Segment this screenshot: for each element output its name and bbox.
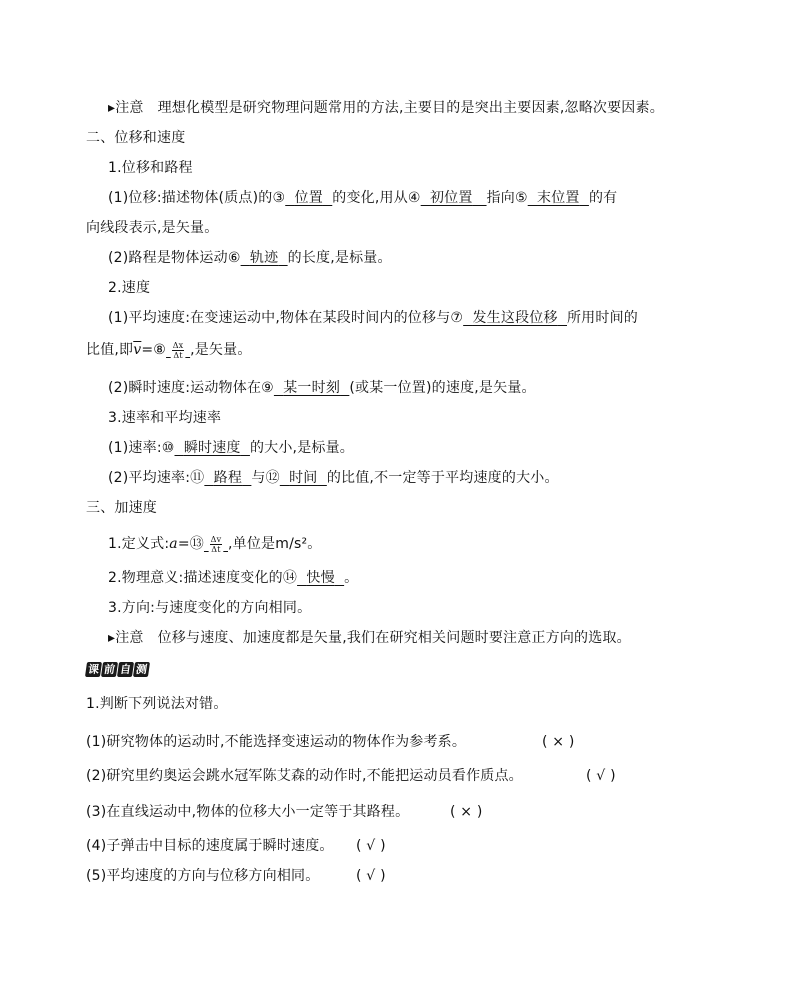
quiz-answer: ( √ )	[356, 868, 386, 884]
answer-blank: 末位置	[537, 190, 580, 206]
note-marker: ▸注意	[108, 100, 144, 116]
section-heading: 二、位移和速度	[86, 130, 186, 146]
accel-direction: 3.方向:与速度变化的方向相同。	[108, 600, 312, 616]
answer-blank: 瞬时速度	[183, 440, 241, 456]
quiz-answer: ( √ )	[586, 768, 616, 784]
answer-blank	[166, 342, 190, 358]
subsection-heading: 2.速度	[108, 280, 151, 296]
quiz-item: (4)子弹击中目标的速度属于瞬时速度。	[86, 838, 334, 854]
answer-blank: 路程	[213, 470, 243, 486]
answer-blank: 发生这段位移	[472, 310, 558, 326]
path-line: (2)路程是物体运动⑥ 轨迹 的长度,是标量。	[108, 250, 392, 266]
avg-speed-line: (2)平均速率:⑪ 路程 与⑫ 时间 的比值,不一定等于平均速度的大小。	[108, 470, 559, 486]
section-badge: 课 前 自 测	[86, 662, 149, 677]
quiz-item: (1)研究物体的运动时,不能选择变速运动的物体作为参考系。	[86, 734, 467, 750]
quiz-item: (3)在直线运动中,物体的位移大小一定等于其路程。	[86, 804, 410, 820]
note-text: 位移与速度、加速度都是矢量,我们在研究相关问题时要注意正方向的选取。	[157, 630, 631, 646]
note-line	[108, 98, 664, 118]
quiz-item: (2)研究里约奥运会跳水冠军陈艾森的动作时,不能把运动员看作质点。	[86, 768, 523, 784]
quiz-answer: ( √ )	[356, 838, 386, 854]
speed-line: (1)速率:⑩ 瞬时速度 的大小,是标量。	[108, 440, 354, 456]
fraction: $\frac{\Delta v}{\Delta t}$	[210, 534, 222, 554]
avg-velocity-formula: 比值,即$\overline{v}=⑧$ $\frac{\Delta x}{\Delta t}$ ,是矢量。	[86, 340, 252, 360]
answer-blank: 时间	[289, 470, 318, 486]
note-marker: ▸注意	[108, 630, 144, 646]
subsection-heading: 1.位移和路程	[108, 160, 193, 176]
accel-definition: 1.定义式:a=⑬ $\frac{\Delta v}{\Delta t}$ ,单位是m/s²。	[108, 534, 322, 554]
fraction: $\frac{\Delta x}{\Delta t}$	[172, 340, 184, 360]
note-line	[108, 628, 631, 648]
inst-velocity-line: (2)瞬时速度:运动物体在⑨ 某一时刻 (或某一位置)的速度,是矢量。	[108, 380, 536, 396]
velocity-symbol: $\overline{v}$	[133, 342, 142, 358]
quiz-answer: ( × )	[542, 734, 575, 750]
answer-blank: 轨迹	[249, 250, 279, 266]
note-text: 理想化模型是研究物理问题常用的方法,主要目的是突出主要因素,忽略次要因素。	[157, 100, 664, 116]
displacement-line: (1)位移:描述物体(质点)的③ 位置 的变化,用从④ 初位置 指向⑤ 末位置 的有	[108, 190, 618, 206]
answer-blank: 快慢	[306, 570, 335, 586]
accel-meaning: 2.物理意义:描述速度变化的⑭ 快慢 。	[108, 570, 359, 586]
subsection-heading: 3.速率和平均速率	[108, 410, 222, 426]
displacement-line-cont: 向线段表示,是矢量。	[86, 220, 219, 236]
answer-blank: 某一时刻	[283, 380, 341, 396]
avg-velocity-line: (1)平均速度:在变速运动中,物体在某段时间内的位移与⑦ 发生这段位移 所用时间的	[108, 310, 638, 326]
question-title: 1.判断下列说法对错。	[86, 696, 228, 712]
answer-blank	[204, 536, 228, 552]
answer-blank: 位置	[294, 190, 323, 206]
quiz-answer: ( × )	[450, 804, 483, 820]
quiz-item: (5)平均速度的方向与位移方向相同。	[86, 868, 320, 884]
answer-blank: 初位置	[429, 190, 473, 206]
section-heading: 三、加速度	[86, 500, 157, 516]
